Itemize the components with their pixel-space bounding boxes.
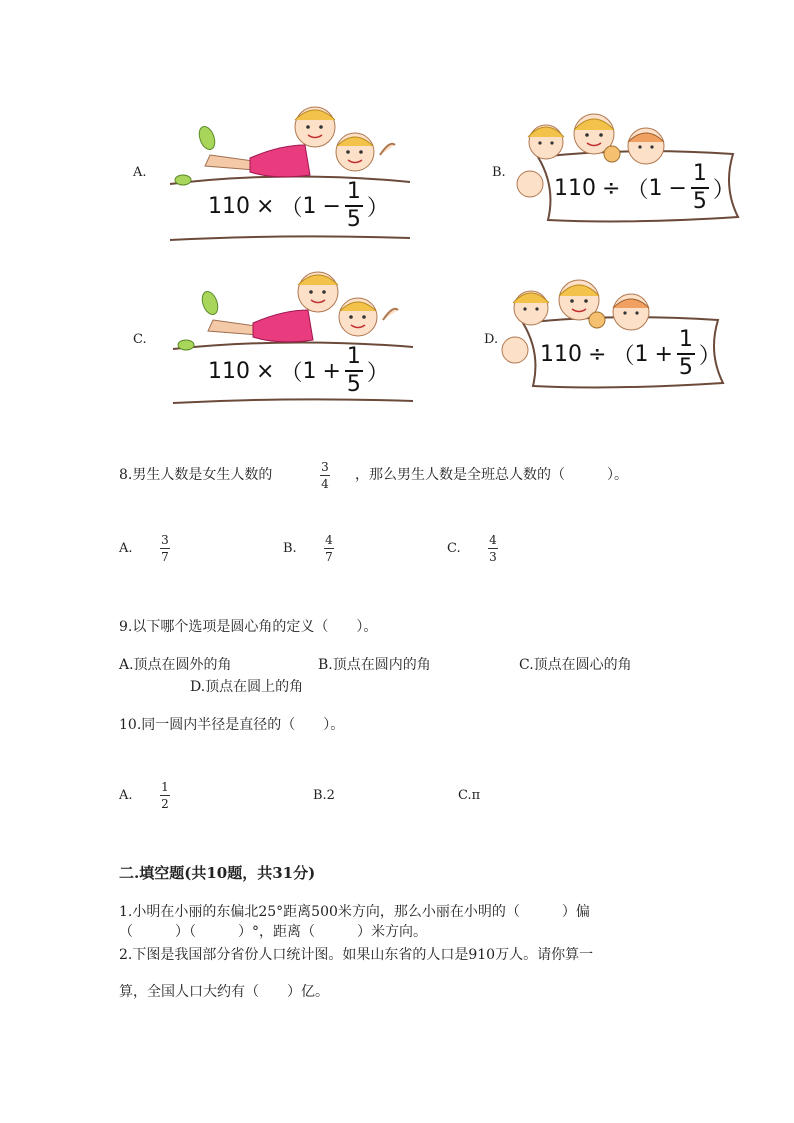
q8-option-a-fraction: 3 7 (161, 533, 169, 564)
option-b-label[interactable]: B. (492, 165, 506, 180)
fill-q2-line2: 算，全国人口大约有（ ）亿。 (119, 984, 329, 1000)
q9-stem: 9.以下哪个选项是圆心角的定义（ ）。 (119, 619, 378, 635)
fill-q1-line1: 1.小明在小丽的东偏北25°距离500米方向，那么小丽在小明的（ ）偏 (119, 904, 590, 920)
q8-stem-after: ，那么男生人数是全班总人数的（ ）。 (355, 467, 628, 483)
option-c-label[interactable]: C. (133, 332, 147, 347)
option-d-formula: 110 ÷ （ 1 + 1 5 ） (540, 327, 721, 380)
q8-option-b[interactable]: B. (283, 541, 297, 556)
fill-q2-line1: 2.下图是我国部分省份人口统计图。如果山东省的人口是910万人。请你算一 (119, 947, 594, 963)
formula-fraction: 1 5 (346, 344, 361, 397)
q10-option-a[interactable]: A. (119, 788, 133, 803)
q8-option-c-fraction: 4 3 (489, 533, 497, 564)
option-a-label[interactable]: A. (133, 165, 147, 180)
q10-option-a-fraction: 1 2 (161, 780, 169, 811)
q9-option-b[interactable]: B.顶点在圆内的角 (318, 657, 431, 673)
q10-option-b[interactable]: B.2 (313, 788, 335, 803)
formula-fraction: 1 5 (346, 179, 361, 232)
fill-q1-line2: （ ）（ ）°，距离（ ）米方向。 (119, 924, 427, 940)
q8-fraction: 3 4 (321, 460, 329, 491)
q8-option-b-fraction: 4 7 (325, 533, 333, 564)
q9-option-d[interactable]: D.顶点在圆上的角 (190, 679, 304, 695)
q9-option-c[interactable]: C.顶点在圆心的角 (519, 657, 632, 673)
section-heading: 二.填空题(共10题，共31分) (119, 864, 316, 882)
option-d-label[interactable]: D. (484, 332, 499, 347)
formula-fraction: 1 5 (692, 161, 707, 214)
q10-option-c[interactable]: C.π (458, 788, 481, 803)
option-a-formula: 110 × （ 1 − 1 5 ） (208, 179, 389, 232)
q8-stem-before: 8.男生人数是女生人数的 (119, 467, 273, 483)
option-c-formula: 110 × （ 1 + 1 5 ） (208, 344, 389, 397)
q10-stem: 10.同一圆内半径是直径的（ ）。 (119, 717, 345, 733)
q8-option-a[interactable]: A. (119, 541, 133, 556)
q9-option-a[interactable]: A.顶点在圆外的角 (119, 657, 232, 673)
formula-fraction: 1 5 (678, 327, 693, 380)
q8-option-c[interactable]: C. (447, 541, 461, 556)
option-b-formula: 110 ÷ （ 1 − 1 5 ） (554, 161, 735, 214)
